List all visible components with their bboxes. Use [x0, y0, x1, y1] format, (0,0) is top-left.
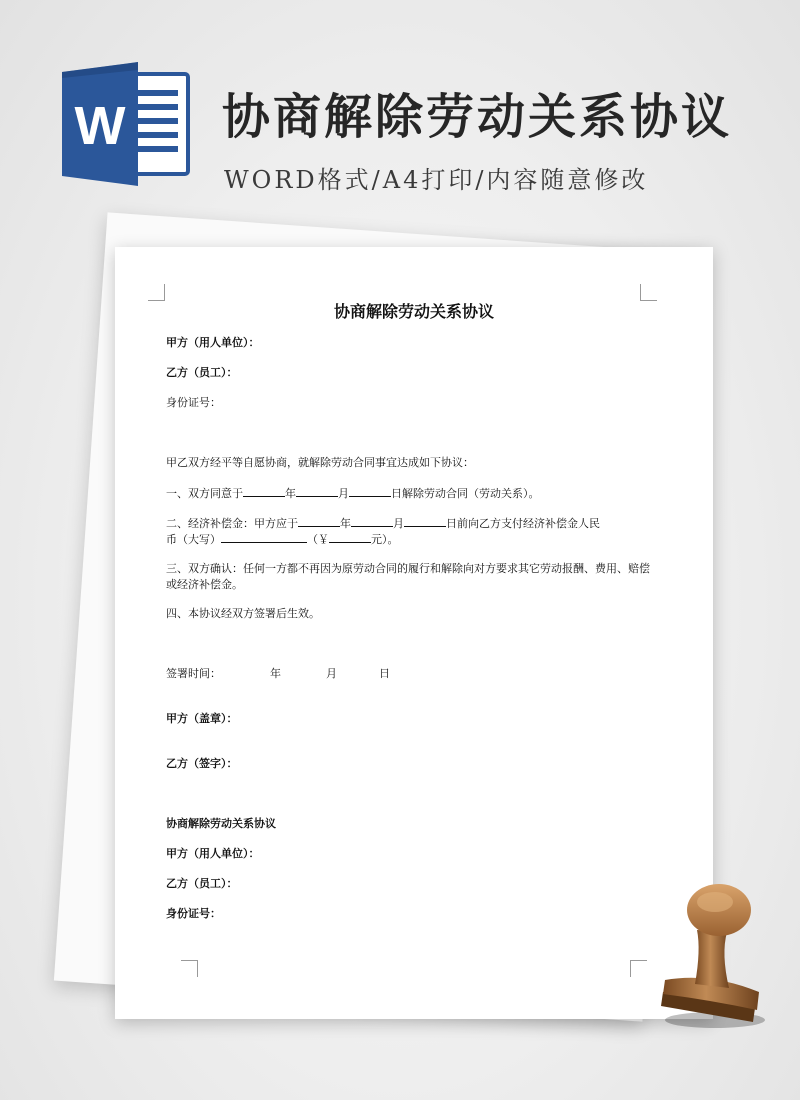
clause-2-line-1 [166, 515, 600, 532]
year-blank [243, 485, 285, 497]
wooden-stamp-icon [655, 880, 770, 1030]
clause-1-month: 月 [338, 487, 349, 500]
document-page [115, 247, 713, 1019]
party-a-line: 甲方（用人单位）： [166, 336, 260, 349]
repeat-id-number: 身份证号： [166, 907, 221, 920]
word-logo-icon [62, 62, 190, 186]
crop-mark-bottom-right [630, 960, 647, 977]
amount-uppercase-blank [221, 531, 307, 543]
clause-2-yuan: 元）。 [371, 533, 399, 546]
sign-time-year: 年 [270, 667, 281, 680]
header-subtitle: WORD格式/A4打印/内容随意修改 [224, 166, 649, 194]
party-a-seal-line: 甲方（盖章）： [166, 712, 238, 725]
clause-1-text-a: 一、双方同意于 [166, 487, 243, 500]
clause-2-text-a: 二、经济补偿金：甲方应于 [166, 517, 298, 530]
clause-2-month: 月 [393, 517, 404, 530]
party-b-line: 乙方（员工）： [166, 366, 238, 379]
amount-number-blank [329, 531, 371, 543]
clause-2-yuan-sign: （￥ [307, 533, 329, 546]
sign-time-label: 签署时间： [166, 667, 221, 680]
clause-2-text-b: 日前向乙方支付经济补偿金人民 [446, 517, 600, 530]
clause-2-line-2 [166, 531, 399, 548]
party-b-sign-line: 乙方（签字）： [166, 757, 238, 770]
word-logo-letter: W [74, 96, 126, 156]
repeat-title: 协商解除劳动关系协议 [166, 817, 276, 830]
clause-3: 三、双方确认：任何一方都不再因为原劳动合同的履行和解除向对方要求其它劳动报酬、费用、赔偿或经济补偿金。 [166, 562, 650, 591]
clause-1-text-b: 日解除劳动合同（劳动关系）。 [391, 487, 540, 500]
document-title: 协商解除劳动关系协议 [333, 302, 494, 321]
clause-2-year: 年 [340, 517, 351, 530]
sign-time-day: 日 [379, 667, 390, 680]
month-blank [296, 485, 338, 497]
repeat-party-a: 甲方（用人单位）： [166, 847, 260, 860]
day-blank [404, 515, 446, 527]
clause-4: 四、本协议经双方签署后生效。 [166, 607, 320, 620]
header-title: 协商解除劳动关系协议 [222, 89, 733, 145]
year-blank [298, 515, 340, 527]
sign-time-month: 月 [326, 667, 337, 680]
crop-mark-bottom-left [181, 960, 198, 977]
clause-1 [166, 485, 540, 502]
id-number-line: 身份证号： [166, 396, 221, 409]
clause-1-year: 年 [285, 487, 296, 500]
repeat-party-b: 乙方（员工）： [166, 877, 238, 890]
day-blank [349, 485, 391, 497]
intro-line: 甲乙双方经平等自愿协商，就解除劳动合同事宜达成如下协议： [166, 456, 474, 469]
clause-2-uppercase-label: 币（大写） [166, 533, 221, 546]
month-blank [351, 515, 393, 527]
